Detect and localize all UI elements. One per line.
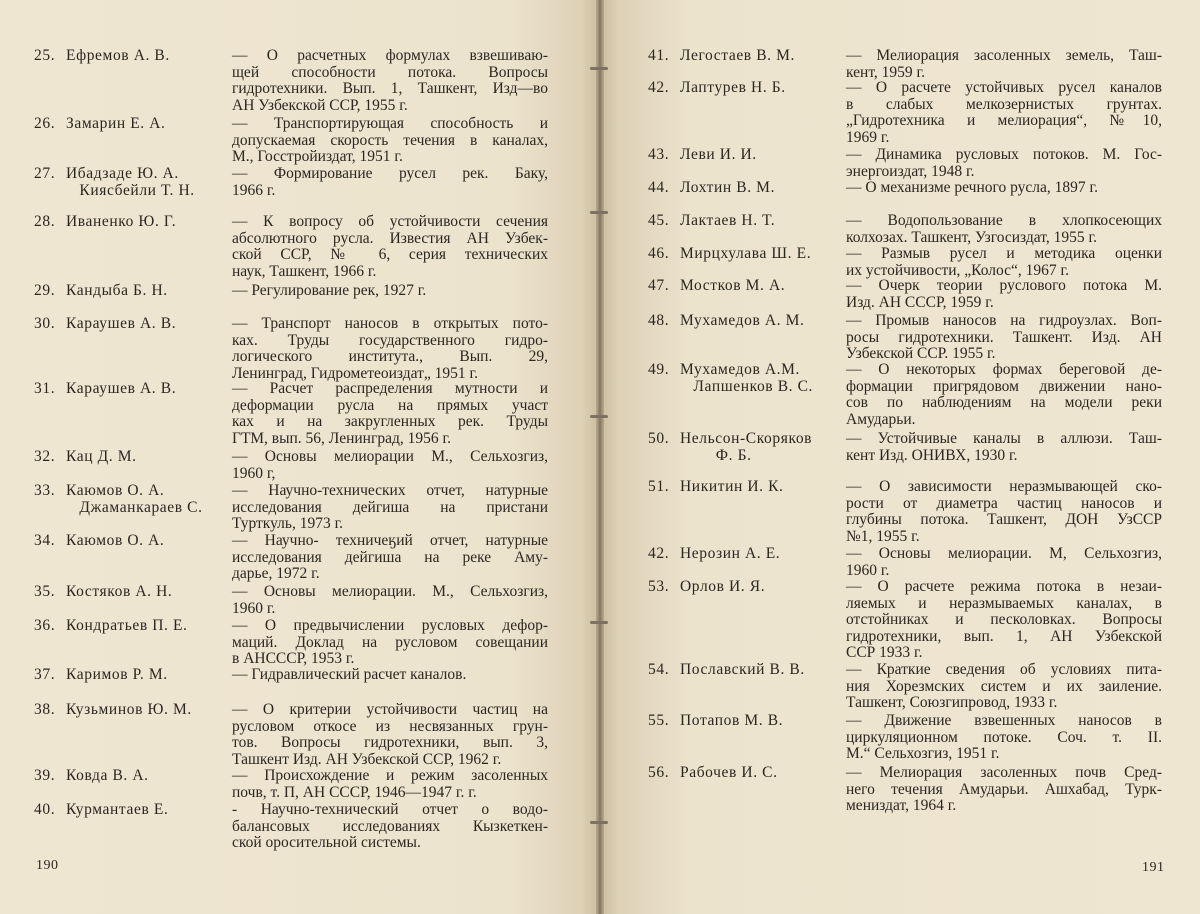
- description-line: росы гидротехники. Ташкент. Изд. АН: [846, 328, 1162, 346]
- entry-description: [232, 667, 548, 684]
- description-line: маций. Доклад на русловом совещании: [232, 633, 548, 651]
- description-line: — Расчет распределения мутности и: [232, 380, 548, 397]
- description-line: — О расчете устойчивых русел каналов: [846, 79, 1162, 96]
- description-line: ССР 1933 г.: [846, 644, 923, 662]
- entry-author: Лаптурев Н. Б.: [680, 79, 786, 96]
- entry-number: 45.: [648, 212, 670, 229]
- entry-description: [846, 313, 1162, 363]
- description-line: 1960 г,: [232, 464, 276, 482]
- description-line: — О зависимости неразмывающей ско-: [846, 478, 1162, 495]
- description-line: щей способности потока. Вопросы: [232, 63, 548, 81]
- entry-description: [232, 449, 548, 482]
- description-line: — Основы мелиорации М., Сельхозгиз,: [232, 448, 548, 465]
- entry-number: 36.: [34, 617, 56, 634]
- entry-author: Орлов И. Я.: [680, 578, 766, 595]
- description-line: Амударьи.: [846, 410, 916, 428]
- entry-author: Леви И. И.: [680, 146, 757, 163]
- description-line: — Формирование русел рек. Баку,: [232, 165, 548, 182]
- entry-author: Пославский В. В.: [680, 661, 805, 678]
- entry-author: Кузьминов Ю. М.: [66, 701, 192, 718]
- description-line: „Гидротехника и мелиорация“, №10,: [846, 112, 1162, 130]
- entry-description: [232, 316, 548, 382]
- entry-author: Кандыба Б. Н.: [66, 282, 168, 299]
- entry-author: Нерозин А. Е.: [680, 545, 781, 562]
- entry-author: Никитин И. К.: [680, 478, 784, 495]
- description-line: формации пригрядовом движении нано-: [846, 377, 1162, 395]
- entry-number: 40.: [34, 801, 56, 818]
- entry-description: [846, 80, 1162, 146]
- entry-author: Мухамедов А. М.: [680, 312, 805, 329]
- entry-number: 35.: [34, 583, 56, 600]
- book-gutter: [596, 0, 604, 914]
- entry-number: 43.: [648, 146, 670, 163]
- description-line: — Научно- техничеӄий отчет, натурные: [232, 532, 548, 549]
- description-line: — Динамика русловых потоков. М. Гос-: [846, 146, 1162, 163]
- entry-number: 53.: [648, 578, 670, 595]
- binding-stitch: [590, 412, 608, 422]
- entry-number: 50.: [648, 430, 670, 447]
- entry-author: Легостаев В. М.: [680, 47, 795, 64]
- entry-author: Костяков А. Н.: [66, 583, 173, 600]
- entry-description: [232, 283, 548, 300]
- entry-description: [846, 713, 1162, 763]
- description-line: — Промыв наносов на гидроузлах. Воп-: [846, 312, 1162, 329]
- description-line: — Устойчивые каналы в аллюзи. Таш-: [846, 430, 1162, 447]
- description-line: глубины потока. Ташкент, ДОН УзССР: [846, 511, 1162, 529]
- entry-author: Ковда В. А.: [66, 767, 149, 784]
- entry-author: Кац Д. М.: [66, 448, 137, 465]
- entry-description: [232, 214, 548, 280]
- description-line: почв, т. П, АН СССР, 1946—1947 г. г.: [232, 783, 477, 801]
- description-line: исследования дейгиша на пристани: [232, 498, 548, 516]
- page-number: 191: [1142, 860, 1165, 875]
- page-number: 190: [36, 858, 59, 873]
- entry-author: Лактаев Н. Т.: [680, 212, 776, 229]
- description-line: — Мелиорация засоленных почв Сред-: [846, 764, 1162, 781]
- description-line: — Научно-технических отчет, натурные: [232, 482, 548, 499]
- entry-description: [846, 246, 1162, 279]
- entry-number: 32.: [34, 448, 56, 465]
- entry-author: Каюмов О. А. Джаманкараев С.: [66, 482, 203, 516]
- entry-description: [846, 765, 1162, 815]
- description-line: — Очерк теории руслового потока М.: [846, 277, 1162, 294]
- description-line: Турткуль, 1973 г.: [232, 515, 344, 533]
- entry-author: Каримов Р. М.: [66, 666, 168, 683]
- entry-description: [846, 662, 1162, 712]
- entry-number: 47.: [648, 277, 670, 294]
- description-line: АН Узбекской ССР, 1955 г.: [232, 96, 408, 114]
- entry-author: Мостков М. А.: [680, 277, 786, 294]
- entry-author: Иваненко Ю. Г.: [66, 213, 177, 230]
- entry-author: Курмантаев Е.: [66, 801, 169, 818]
- description-line: — Гидравлический расчет каналов.: [232, 666, 467, 683]
- description-line: — О критерии устойчивости частиц на: [232, 701, 548, 718]
- description-line: него течения Амударьи. Ашхабад, Турк-: [846, 780, 1162, 798]
- entry-description: [846, 147, 1162, 180]
- description-line: 1960 г.: [232, 599, 276, 617]
- description-line: гидротехники. Вып. 1, Ташкент, Изд—во: [232, 80, 548, 98]
- description-line: ГТМ, вып. 56, Ленинград, 1956 г.: [232, 429, 451, 447]
- entry-number: 56.: [648, 764, 670, 781]
- entry-number: 54.: [648, 661, 670, 678]
- description-line: — О расчете режима потока в незаи-: [846, 578, 1162, 595]
- description-line: в АНСССР, 1953 г.: [232, 650, 355, 668]
- description-line: отстойниках и песколовках. Вопросы: [846, 611, 1162, 629]
- description-line: кент Изд. ОНИВХ, 1930 г.: [846, 446, 1018, 464]
- description-line: их устойчивости, „Колос“, 1967 г.: [846, 261, 1070, 279]
- entry-number: 31.: [34, 380, 56, 397]
- description-line: Ленинград, Гидрометеоиздат„ 1951 г.: [232, 364, 479, 382]
- entry-number: 30.: [34, 315, 56, 332]
- description-line: дарье, 1972 г.: [232, 565, 320, 583]
- entry-number: 34.: [34, 532, 56, 549]
- description-line: тов. Вопросы гидротехники, вып. 3,: [232, 734, 548, 752]
- entry-author: Караушев А. В.: [66, 380, 177, 397]
- description-line: — Краткие сведения об условиях пита-: [846, 661, 1162, 678]
- description-line: логического института., Вып. 29,: [232, 348, 548, 366]
- description-line: кент, 1959 г.: [846, 63, 926, 81]
- entry-description: [232, 483, 548, 533]
- description-line: — Основы мелиорации. М, Сельхозгиз,: [846, 545, 1162, 562]
- entry-number: 37.: [34, 666, 56, 683]
- entry-number: 28.: [34, 213, 56, 230]
- entry-description: [232, 802, 548, 852]
- entry-number: 46.: [648, 245, 670, 262]
- description-line: — О механизме речного русла, 1897 г.: [846, 179, 1098, 196]
- description-line: ляемых и неразмываемых каналах, в: [846, 594, 1162, 612]
- description-line: Изд. АН СССР, 1959 г.: [846, 293, 994, 311]
- entry-author: Лохтин В. М.: [680, 179, 776, 196]
- description-line: русловом откосе из несвязанных грун-: [232, 717, 548, 735]
- description-line: — О некоторых формах береговой де-: [846, 361, 1162, 378]
- description-line: 1969 г.: [846, 128, 890, 146]
- description-line: ской ССР, № 6, серия технических: [232, 246, 548, 264]
- entry-number: 55.: [648, 712, 670, 729]
- entry-number: 33.: [34, 482, 56, 499]
- binding-stitch: [590, 64, 608, 74]
- entry-description: [846, 362, 1162, 428]
- entry-description: [232, 584, 548, 617]
- right-page: [600, 0, 1200, 914]
- description-line: исследования дейгиша на реке Аму-: [232, 548, 548, 566]
- entry-number: 27.: [34, 165, 56, 182]
- entry-author: Рабочев И. С.: [680, 764, 778, 781]
- description-line: — Транспортирующая способность и: [232, 115, 548, 132]
- entry-number: 25.: [34, 47, 56, 64]
- description-line: — Транспорт наносов в открытых пото-: [232, 315, 548, 332]
- entry-author: Замарин Е. А.: [66, 115, 166, 132]
- description-line: ской оросительной системы.: [232, 834, 421, 852]
- description-line: энергоиздат, 1948 г.: [846, 162, 975, 180]
- entry-description: [846, 48, 1162, 81]
- entry-description: [846, 479, 1162, 545]
- entry-number: 48.: [648, 312, 670, 329]
- description-line: — Водопользование в хлопкосеющих: [846, 212, 1162, 229]
- entry-number: 44.: [648, 179, 670, 196]
- description-line: — О расчетных формулах взвешиваю-: [232, 47, 548, 64]
- description-line: абсолютного русла. Известия АН Узбек-: [232, 229, 548, 247]
- entry-author: Кондратьев П. Е.: [66, 617, 188, 634]
- entry-description: [232, 48, 548, 114]
- description-line: наук, Ташкент, 1966 г.: [232, 262, 377, 280]
- description-line: в слабых мелкозернистых грунтах.: [846, 95, 1162, 113]
- description-line: — Регулирование рек, 1927 г.: [232, 282, 427, 299]
- entry-description: [232, 768, 548, 801]
- description-line: №1, 1955 г.: [846, 527, 920, 545]
- description-line: — Мелиорация засоленных земель, Таш-: [846, 47, 1162, 64]
- description-line: М.“ Сельхозгиз, 1951 г.: [846, 745, 1000, 763]
- entry-number: 51.: [648, 478, 670, 495]
- description-line: балансовых исследованиях Кызкеткен-: [232, 817, 548, 835]
- entry-description: [232, 618, 548, 668]
- entry-number: 26.: [34, 115, 56, 132]
- entry-description: [846, 431, 1162, 464]
- description-line: деформации русла на прямых участ: [232, 396, 548, 414]
- entry-author: Мирцхулава Ш. Е.: [680, 245, 812, 262]
- description-line: мениздат, 1964 г.: [846, 797, 957, 815]
- description-line: — Размыв русел и методика оценки: [846, 245, 1162, 262]
- entry-number: 41.: [648, 47, 670, 64]
- entry-description: [232, 533, 548, 583]
- entry-author: Нельсон-Скоряков Ф. Б.: [680, 430, 813, 464]
- description-line: рости от диаметра частиц наносов и: [846, 494, 1162, 512]
- entry-author: Караушев А. В.: [66, 315, 177, 332]
- description-line: ках и на закругленных рек. Труды: [232, 413, 548, 431]
- entry-author: Потапов М. В.: [680, 712, 784, 729]
- entry-author: Ибадзаде Ю. А. Киясбейли Т. Н.: [66, 165, 195, 199]
- description-line: ках. Труды государственного гидро-: [232, 331, 548, 349]
- entry-description: [846, 213, 1162, 246]
- entry-number: 49.: [648, 361, 670, 378]
- entry-description: [846, 180, 1162, 197]
- entry-description: [846, 546, 1162, 579]
- binding-stitch: [590, 818, 608, 828]
- description-line: ния Хорезмских систем и их заиление.: [846, 677, 1162, 695]
- description-line: — О предвычислении русловых дефор-: [232, 617, 548, 634]
- entry-description: [232, 702, 548, 768]
- entry-author: Ефремов А. В.: [66, 47, 170, 64]
- entry-number: 38.: [34, 701, 56, 718]
- description-line: колхозах. Ташкент, Узгосиздат, 1955 г.: [846, 228, 1097, 246]
- entry-description: [846, 579, 1162, 662]
- entry-author: Каюмов О. А.: [66, 532, 165, 549]
- description-line: — Происхождение и режим засоленных: [232, 767, 548, 784]
- binding-stitch: [590, 618, 608, 628]
- description-line: Ташкент, Союзгипровод, 1933 г.: [846, 694, 1058, 712]
- description-line: гидротехники, вып. 1, АН Узбекской: [846, 627, 1162, 645]
- description-line: циркуляционном потоке. Соч. т. II.: [846, 728, 1162, 746]
- description-line: сов по наблюдениям на модели реки: [846, 394, 1162, 412]
- description-line: 1966 г.: [232, 181, 276, 199]
- description-line: — Основы мелиорации. М., Сельхозгиз,: [232, 583, 548, 600]
- description-line: Узбекской ССР. 1955 г.: [846, 345, 996, 363]
- entry-number: 29.: [34, 282, 56, 299]
- entry-number: 42.: [648, 545, 670, 562]
- entry-description: [232, 381, 548, 447]
- entry-description: [846, 278, 1162, 311]
- entry-number: 39.: [34, 767, 56, 784]
- entry-description: [232, 116, 548, 166]
- description-line: — Движение взвешенных наносов в: [846, 712, 1162, 729]
- description-line: 1960 г.: [846, 561, 890, 579]
- description-line: М., Госстройиздат, 1951 г.: [232, 148, 403, 166]
- description-line: - Научно-технический отчет о водо-: [232, 801, 548, 818]
- entry-description: [232, 166, 548, 199]
- description-line: допускаемая скорость течения в каналах,: [232, 131, 548, 149]
- binding-stitch: [590, 208, 608, 218]
- entry-author: Мухамедов А.М. Лапшенков В. С.: [680, 361, 814, 395]
- entry-number: 42.: [648, 79, 670, 96]
- description-line: Ташкент Изд. АН Узбекской ССР, 1962 г.: [232, 750, 502, 768]
- description-line: — К вопросу об устойчивости сечения: [232, 213, 548, 230]
